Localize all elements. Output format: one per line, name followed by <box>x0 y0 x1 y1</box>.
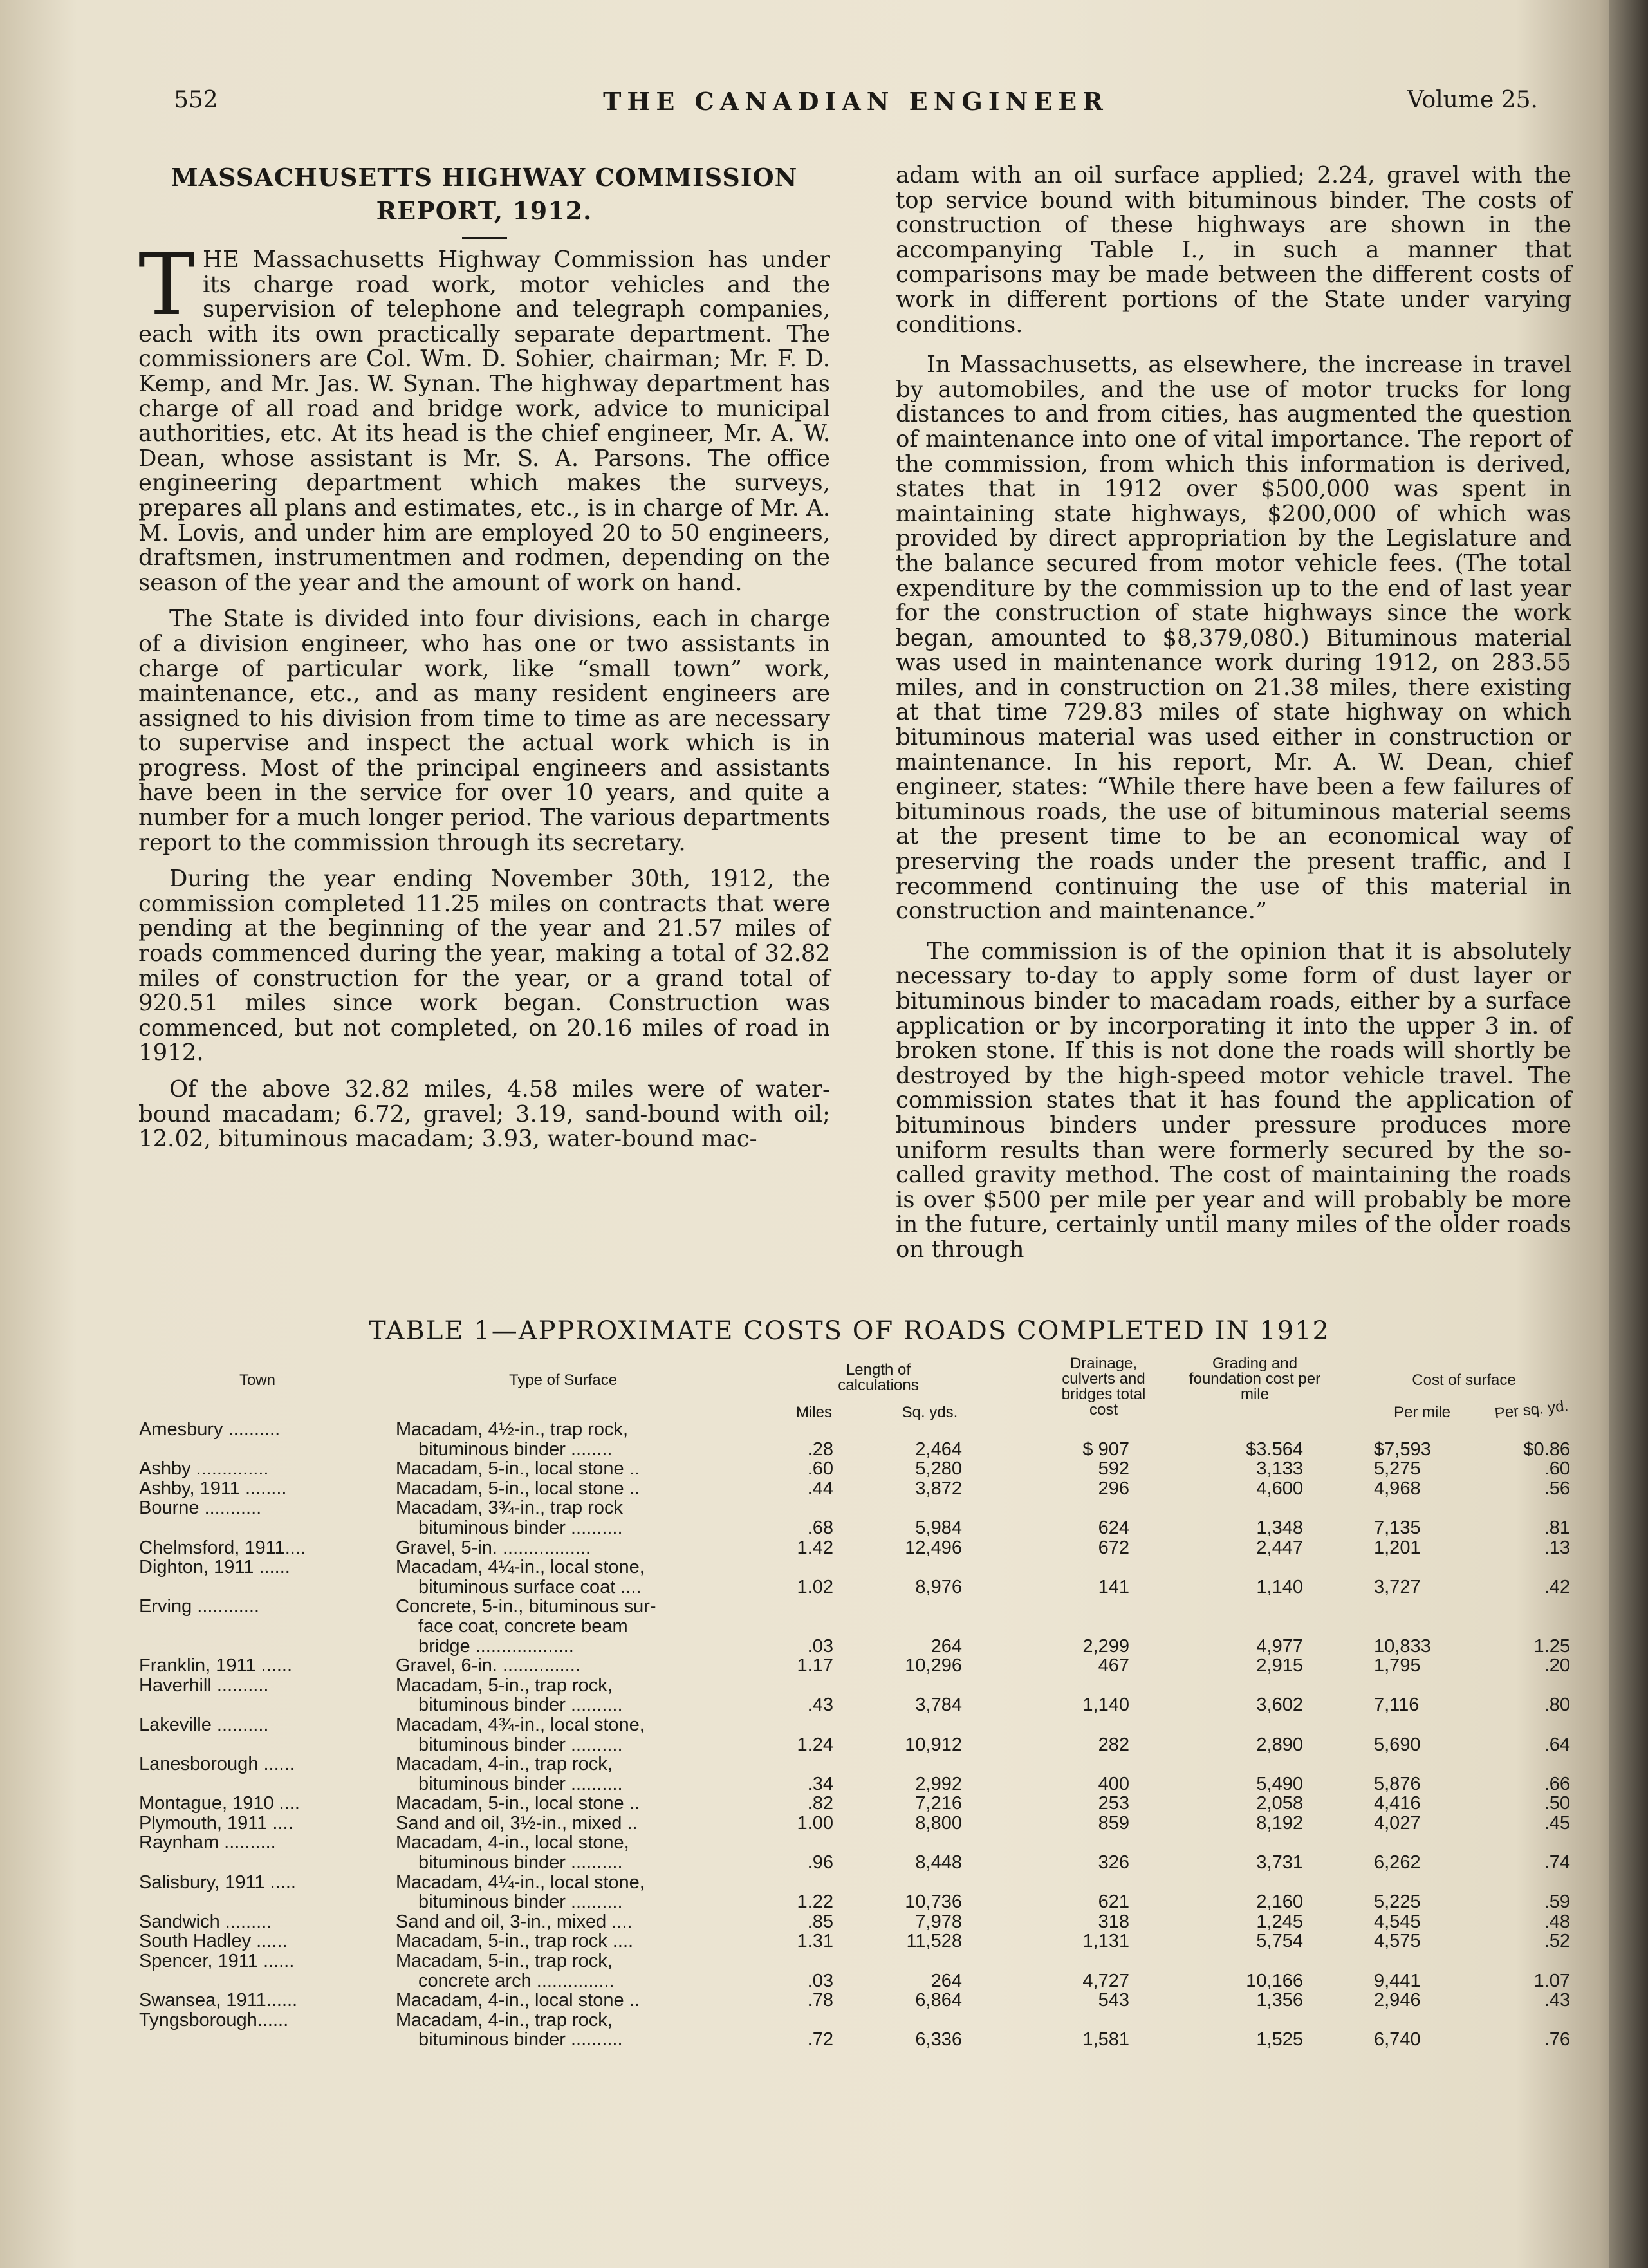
table-row-line <box>132 1715 1567 1734</box>
cell-drainage: 400 <box>1098 1773 1129 1794</box>
header-cost-surface: Cost of surface <box>1412 1371 1516 1389</box>
table-row-line <box>132 1655 1570 1677</box>
table-row-line <box>132 1695 1570 1716</box>
cell-miles: 1.24 <box>797 1734 833 1755</box>
header-town: Town <box>239 1371 276 1389</box>
cell-miles: 1.02 <box>797 1576 833 1597</box>
cell-surface-type: Macadam, 5-in., trap rock .... <box>396 1931 634 1952</box>
table-row <box>132 1596 1570 1657</box>
cell-surface-type: Macadam, 4-in., trap rock, <box>396 1754 613 1775</box>
cell-town: Chelmsford, 1911.... <box>139 1537 306 1558</box>
cell-per-mile: $7,593 <box>1374 1438 1431 1460</box>
cell-grading: 3,731 <box>1256 1852 1303 1873</box>
cell-per-sq-yd: .80 <box>1544 1695 1570 1716</box>
table-row-line <box>132 1576 1570 1597</box>
cell-grading: 1,525 <box>1256 2029 1303 2050</box>
cell-miles: .82 <box>807 1793 833 1814</box>
table-row-line <box>132 1872 1567 1892</box>
paragraph: The commission is of the opinion that it is absolutely necessary to-day to apply some form of dust layer or bituminous binder to macadam roads, either by a surface application or by incorporating it into the upper 3 in. of broken stone. If this is not done the roads will shortly be destroyed by the high-speed motor vehicle travel. The commission states that it has found the application of bituminous binders under pressure produces more uniform results than were formerly secured by the so-called gravity method. The cost of maintaining the roads is over $500 per mile per year and will probably be more in the future, certainly until many miles of the older roads on through <box>896 938 1571 1263</box>
cell-miles: .85 <box>807 1911 833 1932</box>
cell-grading: 8,192 <box>1256 1812 1303 1834</box>
cell-miles: .03 <box>807 1970 833 1991</box>
cell-surface-type: Concrete, 5-in., bituminous sur- <box>396 1596 656 1617</box>
header-per-mile: Per mile <box>1393 1404 1451 1421</box>
cell-town: Ashby, 1911 ........ <box>139 1478 287 1499</box>
table-row <box>132 1714 1570 1755</box>
cell-surface-type: Macadam, 5-in., local stone .. <box>396 1458 640 1480</box>
cell-per-sq-yd: .56 <box>1544 1478 1570 1499</box>
cell-town: Lanesborough ...... <box>139 1754 295 1775</box>
table-row-line <box>132 1734 1570 1755</box>
cell-grading: 1,140 <box>1256 1576 1303 1597</box>
cell-drainage: 282 <box>1098 1734 1129 1755</box>
cell-drainage: 621 <box>1098 1892 1129 1913</box>
cell-per-mile: 7,116 <box>1374 1695 1420 1716</box>
running-header <box>174 87 1538 125</box>
table-row-line <box>132 1773 1570 1794</box>
cell-per-sq-yd: .64 <box>1544 1734 1570 1755</box>
cell-miles: .34 <box>807 1773 833 1794</box>
cell-grading: 10,166 <box>1246 1970 1303 1991</box>
cell-sq-yds: 264 <box>930 1635 962 1657</box>
cell-drainage: 1,131 <box>1082 1931 1129 1952</box>
cell-per-sq-yd: .74 <box>1544 1852 1570 1873</box>
cell-drainage: 2,299 <box>1082 1635 1129 1657</box>
cell-per-sq-yd: .59 <box>1544 1892 1570 1913</box>
cell-drainage: 1,140 <box>1082 1695 1129 1716</box>
cell-surface-type: Macadam, 4¾-in., local stone, <box>396 1714 645 1735</box>
cell-drainage: 859 <box>1098 1812 1129 1834</box>
cell-sq-yds: 10,736 <box>905 1892 962 1913</box>
cell-surface-type: concrete arch ............... <box>418 1970 615 1991</box>
cell-miles: .44 <box>807 1478 833 1499</box>
table-row <box>132 1478 1570 1499</box>
table-row-line <box>132 1616 1567 1636</box>
article-title-line1: MASSACHUSETTS HIGHWAY COMMISSION <box>171 163 798 192</box>
cell-miles: .60 <box>807 1458 833 1480</box>
cell-sq-yds: 5,984 <box>915 1517 962 1538</box>
cell-per-mile: 5,876 <box>1374 1773 1421 1794</box>
cell-town: Ashby .............. <box>139 1458 269 1480</box>
table-row-line <box>132 1419 1567 1439</box>
cell-per-sq-yd: .45 <box>1544 1812 1570 1834</box>
cell-per-sq-yd: 1.07 <box>1533 1970 1570 1991</box>
cell-per-mile: 4,416 <box>1374 1793 1421 1814</box>
cell-surface-type: Macadam, 4¼-in., local stone, <box>396 1557 645 1578</box>
cell-sq-yds: 7,216 <box>915 1793 962 1814</box>
cell-per-mile: 6,262 <box>1374 1852 1421 1873</box>
table-row-line <box>132 1478 1570 1499</box>
cell-surface-type: Macadam, 5-in., trap rock, <box>396 1675 613 1696</box>
cell-per-sq-yd: .48 <box>1544 1911 1570 1932</box>
table-row-line <box>132 1832 1567 1852</box>
cell-town: Montague, 1910 .... <box>139 1793 300 1814</box>
cell-town: Lakeville .......... <box>139 1714 269 1735</box>
header-length: Length of calculations <box>838 1361 919 1394</box>
table-row-line <box>132 1498 1567 1518</box>
cell-surface-type: Macadam, 3¾-in., trap rock <box>396 1498 623 1519</box>
table-row-line <box>132 1438 1570 1460</box>
cell-surface-type: Macadam, 4-in., trap rock, <box>396 2009 613 2031</box>
cell-sq-yds: 6,336 <box>915 2029 962 2050</box>
cell-per-sq-yd: .76 <box>1544 2029 1570 2050</box>
cell-town: Salisbury, 1911 ..... <box>139 1872 296 1893</box>
cell-surface-type: Gravel, 5-in. ................. <box>396 1537 591 1558</box>
right-column <box>896 163 1571 1263</box>
table-row <box>132 1498 1570 1538</box>
cell-per-mile: 9,441 <box>1374 1970 1421 1991</box>
table-row-line <box>132 1458 1570 1480</box>
journal-title: THE CANADIAN ENGINEER <box>603 87 1109 116</box>
cell-town: Plymouth, 1911 .... <box>139 1812 293 1834</box>
cell-per-mile: 4,968 <box>1374 1478 1421 1499</box>
cell-grading: 1,356 <box>1256 1990 1303 2011</box>
cell-town: Bourne ........... <box>139 1498 262 1519</box>
cell-miles: 1.42 <box>797 1537 833 1558</box>
table-row-line <box>132 1793 1570 1814</box>
header-miles: Miles <box>795 1404 832 1421</box>
cell-surface-type: Gravel, 6-in. ............... <box>396 1655 580 1677</box>
header-grading: Grading and foundation cost per mile <box>1189 1355 1321 1403</box>
cell-per-sq-yd: .60 <box>1544 1458 1570 1480</box>
cell-town: Dighton, 1911 ...... <box>139 1557 290 1578</box>
cell-sq-yds: 2,464 <box>915 1438 962 1460</box>
cell-per-sq-yd: .13 <box>1544 1537 1570 1558</box>
cell-per-mile: 2,946 <box>1374 1990 1421 2011</box>
cell-sq-yds: 11,528 <box>906 1931 962 1952</box>
cell-miles: 1.22 <box>797 1892 833 1913</box>
table-title: TABLE 1—APPROXIMATE COSTS OF ROADS COMPLETED IN 1912 <box>369 1316 1330 1346</box>
cell-per-mile: 6,740 <box>1374 2029 1421 2050</box>
cell-miles: .96 <box>807 1852 833 1873</box>
cell-drainage: 1,581 <box>1082 2029 1129 2050</box>
cell-miles: 1.17 <box>797 1655 833 1677</box>
table-row-line <box>132 1596 1567 1616</box>
cell-grading: 4,600 <box>1256 1478 1303 1499</box>
cell-sq-yds: 12,496 <box>905 1537 962 1558</box>
cell-surface-type: Macadam, 5-in., local stone .. <box>396 1478 640 1499</box>
cell-miles: .72 <box>807 2029 833 2050</box>
cell-surface-type: bituminous binder .......... <box>418 1695 623 1716</box>
paragraph: The State is divided into four divisions, each in charge of a division engineer, who has one or two assistants in charge of particular work, like “small town” work, maintenance, etc., and as many resident engineers are assigned to his division from time to time as are necessary to supervise and inspect the actual work which is in progress. Most of the principal engineers and assistants have been in the service for over 10 years, and quite a number for a much longer period. The various departments report to the commission through its secretary. <box>138 606 830 856</box>
cell-sq-yds: 8,800 <box>915 1812 962 1834</box>
cell-sq-yds: 6,864 <box>915 1990 962 2011</box>
book-spine-shadow <box>1609 0 1648 2268</box>
table-row-line <box>132 1812 1570 1834</box>
cell-sq-yds: 264 <box>930 1970 962 1991</box>
cell-drainage: 296 <box>1098 1478 1129 1499</box>
cell-drainage: 318 <box>1098 1911 1129 1932</box>
cell-per-mile: 4,575 <box>1374 1931 1421 1952</box>
cell-surface-type: bituminous binder .......... <box>418 1734 623 1755</box>
cell-grading: 3,602 <box>1256 1695 1303 1716</box>
cell-sq-yds: 7,978 <box>915 1911 962 1932</box>
table-row-line <box>132 1675 1567 1695</box>
cell-grading: 1,348 <box>1256 1517 1303 1538</box>
paragraph: adam with an oil surface applied; 2.24, gravel with the top service bound with bituminous binder. The costs of construction of these highways are shown in the accompanying Table I., in such a manner that comparisons may be made between the different costs of work in different portions of the State under varying conditions. <box>896 162 1571 338</box>
table-row <box>132 1931 1570 1952</box>
table-row <box>132 1754 1570 1794</box>
table-row <box>132 1557 1570 1597</box>
cell-per-sq-yd: .42 <box>1544 1576 1570 1597</box>
cell-town: Franklin, 1911 ...... <box>139 1655 293 1677</box>
cell-sq-yds: 8,448 <box>915 1852 962 1873</box>
cell-per-mile: 5,690 <box>1374 1734 1421 1755</box>
cell-surface-type: Sand and oil, 3-in., mixed .... <box>396 1911 633 1932</box>
cell-per-mile: 1,201 <box>1374 1537 1421 1558</box>
header-sq-yds: Sq. yds. <box>902 1404 958 1421</box>
cell-per-mile: 4,027 <box>1374 1812 1421 1834</box>
cell-miles: .28 <box>807 1438 833 1460</box>
cell-per-mile: 5,275 <box>1374 1458 1421 1480</box>
cell-drainage: 4,727 <box>1082 1970 1129 1991</box>
cell-surface-type: Macadam, 4¼-in., local stone, <box>396 1872 645 1893</box>
cell-miles: .68 <box>807 1517 833 1538</box>
cell-sq-yds: 10,296 <box>905 1655 962 1677</box>
cell-town: Spencer, 1911 ...... <box>139 1951 295 1972</box>
cell-drainage: 253 <box>1098 1793 1129 1814</box>
table-row <box>132 1872 1570 1913</box>
table-row-line <box>132 1951 1567 1971</box>
cell-grading: 2,447 <box>1256 1537 1303 1558</box>
cell-surface-type: bituminous surface coat .... <box>418 1576 642 1597</box>
cell-grading: 5,754 <box>1256 1931 1303 1952</box>
cost-table <box>132 1316 1570 2166</box>
cell-miles: 1.00 <box>797 1812 833 1834</box>
cell-surface-type: bituminous binder ........ <box>418 1438 613 1460</box>
page-number: 552 <box>174 87 218 113</box>
table-row <box>132 1911 1570 1932</box>
cell-surface-type: Macadam, 5-in., trap rock, <box>396 1951 613 1972</box>
paragraph: In Massachusetts, as elsewhere, the increase in travel by automobiles, and the use of motor trucks for long distances to and from cities, has augmented the question of maintenance into one of vital importance. The report of the commission, from which this information is derived, states that in 1912 over $500,000 was spent in maintaining state highways, $200,000 of which was provided by direct appropriation by the Legislature and the balance secured from motor vehicle fees. (The total expenditure by the commission up to the end of last year for the construction of state highways since the work began, amounted to $8,379,080.) Bituminous material was used in maintenance work during 1912, on 283.55 miles, and in construction on 21.38 miles, there existing at that time 729.83 miles of state highway on which bituminous material was used either in construction or maintenance. In his report, Mr. A. W. Dean, chief engineer, states: “While there have been a few failures of bituminous roads, the use of bituminous material seems at the present time to be an economical way of preserving the roads under the present traffic, and I recommend continuing the use of this material in construction and maintenance.” <box>896 351 1571 925</box>
cell-surface-type: face coat, concrete beam <box>418 1615 628 1637</box>
cell-per-mile: 1,795 <box>1374 1655 1421 1677</box>
table-row <box>132 1537 1570 1558</box>
cell-town: Raynham .......... <box>139 1832 276 1854</box>
cell-drainage: 326 <box>1098 1852 1129 1873</box>
table-row <box>132 1812 1570 1834</box>
cell-drainage: 672 <box>1098 1537 1129 1558</box>
cell-grading: 2,160 <box>1256 1892 1303 1913</box>
cell-drainage: 592 <box>1098 1458 1129 1480</box>
cell-drainage: 141 <box>1098 1576 1129 1597</box>
table-row-line <box>132 1754 1567 1774</box>
header-per-sq-yd: Per sq. yd. <box>1494 1397 1569 1422</box>
table-row <box>132 1832 1570 1873</box>
drop-cap: T <box>138 236 196 335</box>
table-row-line <box>132 1557 1567 1577</box>
paragraph: During the year ending November 30th, 1912, the commission completed 11.25 miles on contracts that were pending at the beginning of the year and 21.57 miles of roads commenced during the year, making a total of 32.82 miles of construction for the year, or a grand total of 920.51 miles since work began. Construction was commenced, but not completed, on 20.16 miles of road in 1912. <box>138 866 830 1066</box>
paragraph <box>138 236 830 596</box>
cell-per-sq-yd: .66 <box>1544 1773 1570 1794</box>
title-rule <box>462 237 507 239</box>
cell-per-sq-yd: .52 <box>1544 1931 1570 1952</box>
table-row-line <box>132 1911 1570 1932</box>
table-row <box>132 1458 1570 1480</box>
table-row-line <box>132 1852 1570 1873</box>
cell-surface-type: bituminous binder .......... <box>418 1517 623 1538</box>
cell-miles: .78 <box>807 1990 833 2011</box>
table-row <box>132 1655 1570 1677</box>
cell-surface-type: Sand and oil, 3½-in., mixed .. <box>396 1812 638 1834</box>
cell-grading: 2,890 <box>1256 1734 1303 1755</box>
cell-sq-yds: 3,784 <box>915 1695 962 1716</box>
cell-grading: 4,977 <box>1256 1635 1303 1657</box>
article-title-line2: REPORT, 1912. <box>376 196 593 225</box>
cell-surface-type: bituminous binder .......... <box>418 1773 623 1794</box>
left-column <box>138 161 830 1152</box>
cell-miles: .03 <box>807 1635 833 1657</box>
table-row-line <box>132 1892 1570 1913</box>
header-type: Type of Surface <box>508 1371 618 1389</box>
cell-town: Haverhill .......... <box>139 1675 269 1696</box>
cell-surface-type: Macadam, 4½-in., trap rock, <box>396 1419 629 1440</box>
cell-per-mile: 5,225 <box>1374 1892 1421 1913</box>
table-row <box>132 1419 1570 1460</box>
table-body <box>132 1419 1570 2050</box>
cell-surface-type: bituminous binder .......... <box>418 1852 623 1873</box>
cell-per-mile: 7,135 <box>1374 1517 1421 1538</box>
cell-surface-type: bridge ................... <box>418 1635 574 1657</box>
table-row-line <box>132 1635 1570 1657</box>
cell-town: Swansea, 1911...... <box>139 1990 298 2011</box>
cell-sq-yds: 10,912 <box>905 1734 962 1755</box>
table-row-line <box>132 1537 1570 1558</box>
cell-town: Erving ............ <box>139 1596 259 1617</box>
table-row <box>132 1793 1570 1814</box>
cell-town: Amesbury .......... <box>139 1419 281 1440</box>
cell-surface-type: Macadam, 4-in., local stone, <box>396 1832 629 1854</box>
cell-grading: 3,133 <box>1256 1458 1303 1480</box>
volume-label: Volume 25. <box>1407 87 1538 113</box>
table-row <box>132 1675 1570 1716</box>
cell-sq-yds: 2,992 <box>915 1773 962 1794</box>
cell-per-sq-yd: $0.86 <box>1523 1438 1570 1460</box>
cell-per-sq-yd: .50 <box>1544 1793 1570 1814</box>
table-row <box>132 2009 1570 2050</box>
cell-sq-yds: 5,280 <box>915 1458 962 1480</box>
paragraph: Of the above 32.82 miles, 4.58 miles were of water-bound macadam; 6.72, gravel; 3.19, sand-bound with oil; 12.02, bituminous macadam; 3.93, water-bound mac- <box>138 1076 830 1153</box>
cell-grading: 2,058 <box>1256 1793 1303 1814</box>
cell-surface-type: bituminous binder .......... <box>418 2029 623 2050</box>
table-row-line <box>132 1990 1570 2011</box>
cell-miles: .43 <box>807 1695 833 1716</box>
cell-town: South Hadley ...... <box>139 1931 288 1952</box>
cell-surface-type: Macadam, 5-in., local stone .. <box>396 1793 640 1814</box>
cell-drainage: $ 907 <box>1082 1438 1129 1460</box>
table-row <box>132 1951 1570 1991</box>
cell-drainage: 543 <box>1098 1990 1129 2011</box>
cell-per-sq-yd: .43 <box>1544 1990 1570 2011</box>
cell-grading: 2,915 <box>1256 1655 1303 1677</box>
cell-surface-type: bituminous binder .......... <box>418 1892 623 1913</box>
table-row-line <box>132 1517 1570 1538</box>
cell-sq-yds: 3,872 <box>915 1478 962 1499</box>
table-row-line <box>132 2029 1570 2050</box>
cell-sq-yds: 8,976 <box>915 1576 962 1597</box>
cell-drainage: 467 <box>1098 1655 1129 1677</box>
cell-per-mile: 10,833 <box>1374 1635 1431 1657</box>
header-drainage: Drainage, culverts and bridges total cost <box>1061 1355 1146 1418</box>
table-row-line <box>132 1970 1570 1991</box>
paragraph-text: HE Massachusetts Highway Commission has under its charge road work, motor vehicles and the supervision of telephone and telegraph companies, each with its own practically separate department. The commissioners are Col. Wm. D. Sohier, chairman; Mr. F. D. Kemp, and Mr. Jas. W. Synan. The highway department has charge of all road and bridge work, advice to municipal authorities, etc. At its head is the chief engineer, Mr. A. W. Dean, whose assistant is Mr. S. A. Parsons. The office engineering department which makes the surveys, prepares all plans and estimates, etc., is in charge of Mr. A. M. Lovis, and under him are employed 20 to 50 engineers, draftsmen, instrumentmen and rodmen, depending on the season of the year and the amount of work on hand. <box>138 246 830 596</box>
cell-grading: 1,245 <box>1256 1911 1303 1932</box>
cell-drainage: 624 <box>1098 1517 1129 1538</box>
cell-per-sq-yd: .20 <box>1544 1655 1570 1677</box>
cell-miles: 1.31 <box>797 1931 833 1952</box>
cell-per-sq-yd: .81 <box>1544 1517 1570 1538</box>
table-row-line <box>132 2010 1567 2030</box>
table-row-line <box>132 1931 1570 1952</box>
cell-town: Sandwich ......... <box>139 1911 272 1932</box>
cell-per-mile: 4,545 <box>1374 1911 1421 1932</box>
cell-town: Tyngsborough...... <box>139 2009 289 2031</box>
cell-surface-type: Macadam, 4-in., local stone .. <box>396 1990 640 2011</box>
cell-per-mile: 3,727 <box>1374 1576 1421 1597</box>
cell-grading: 5,490 <box>1256 1773 1303 1794</box>
cell-per-sq-yd: 1.25 <box>1533 1635 1570 1657</box>
table-row <box>132 1990 1570 2011</box>
cell-grading: $3.564 <box>1246 1438 1303 1460</box>
